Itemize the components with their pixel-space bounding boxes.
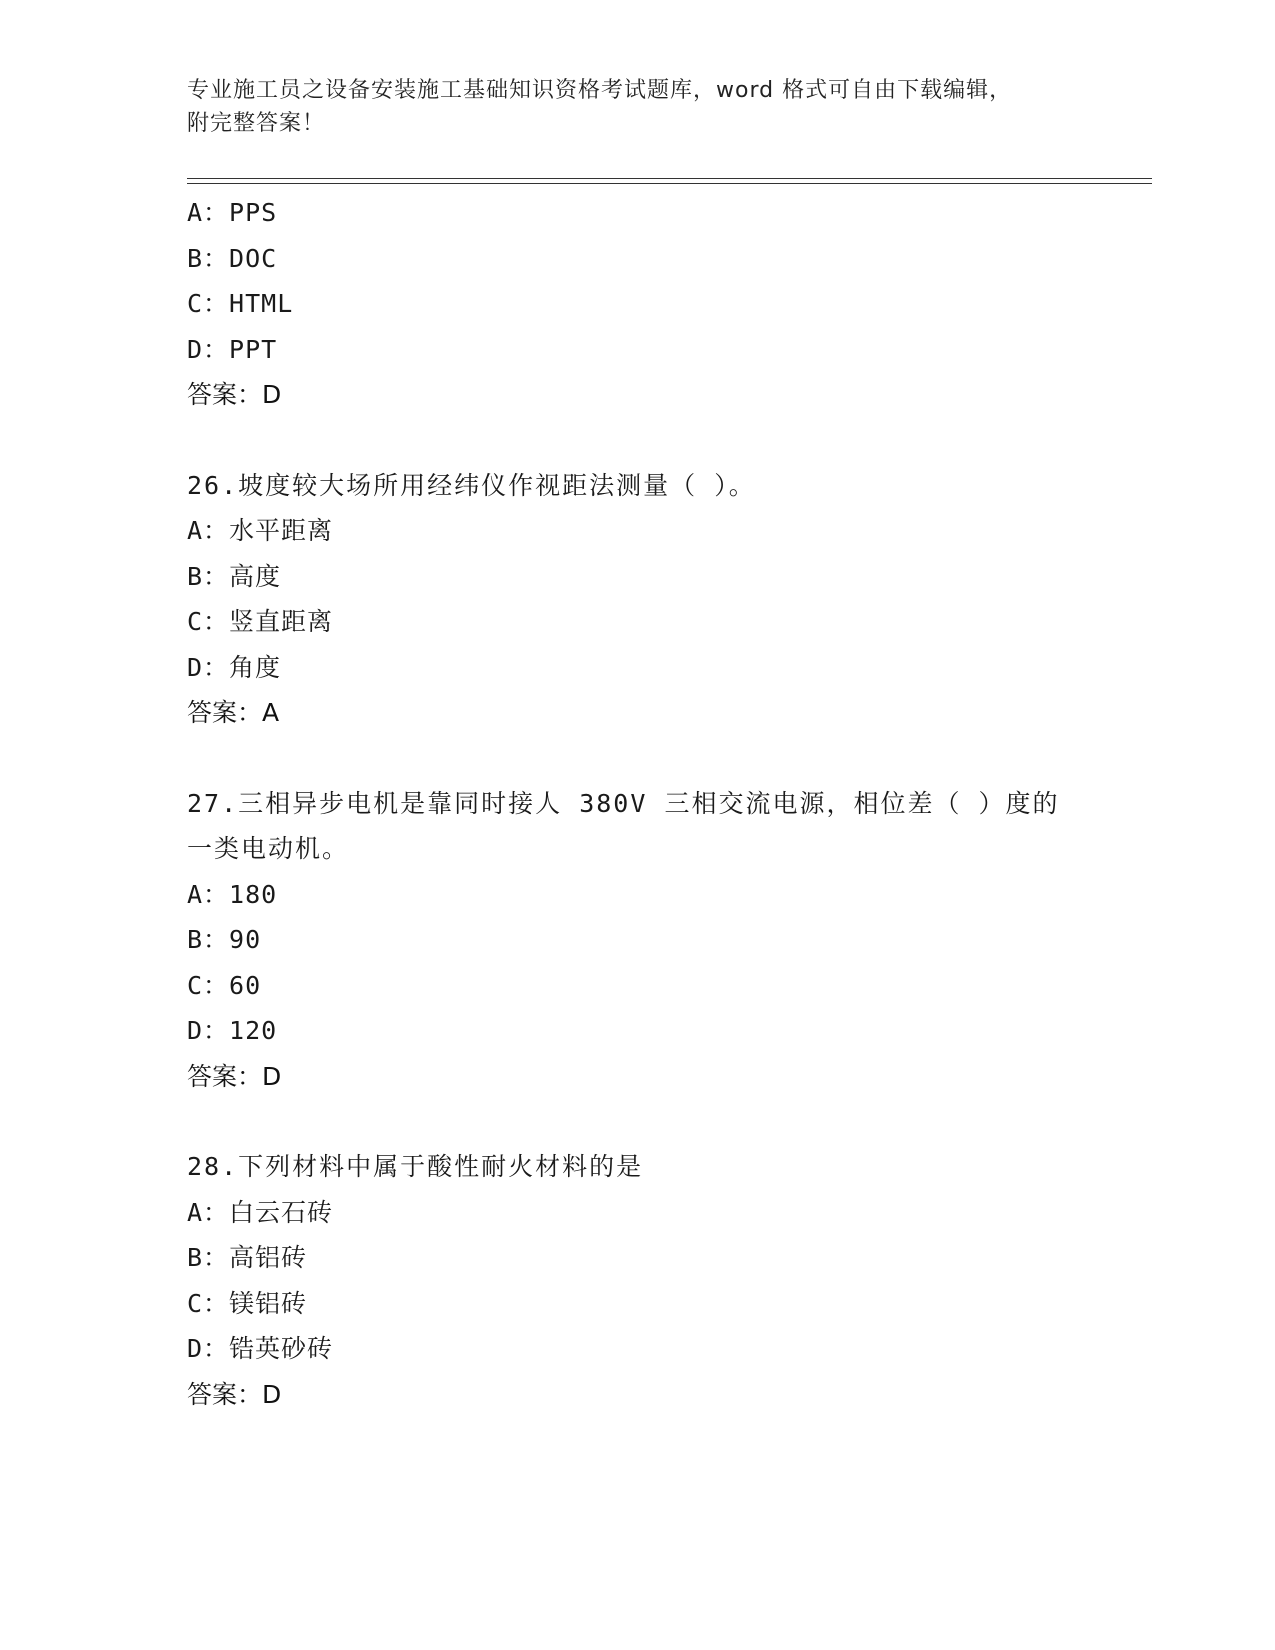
question-list bbox=[187, 190, 1087, 1417]
question-25 bbox=[187, 190, 1087, 418]
option-a: A：白云石砖 bbox=[187, 1197, 334, 1227]
question-text-line-1: 27.三相异步电机是靠同时接人 380V 三相交流电源，相位差（ ）度的 bbox=[187, 788, 1060, 818]
header-line-1: 专业施工员之设备安装施工基础知识资格考试题库，word 格式可自由下载编辑， bbox=[187, 78, 1013, 103]
option-a: A：PPS bbox=[187, 198, 278, 227]
question-26 bbox=[187, 463, 1087, 736]
option-b: B：高铝砖 bbox=[187, 1243, 308, 1272]
header-line-2: 附完整答案！ bbox=[187, 111, 326, 136]
spacer bbox=[187, 418, 1087, 463]
option-c: C：竖直距离 bbox=[187, 607, 334, 636]
option-c: C：60 bbox=[187, 970, 262, 1000]
option-b: B：DOC bbox=[187, 243, 278, 273]
option-c: C：镁铝砖 bbox=[187, 1288, 308, 1318]
document-header bbox=[187, 74, 1067, 140]
option-a: A：水平距离 bbox=[187, 516, 334, 545]
answer: 答案：D bbox=[187, 1379, 282, 1409]
question-28 bbox=[187, 1144, 1087, 1417]
spacer bbox=[187, 1099, 1087, 1144]
question-text: 28.下列材料中属于酸性耐火材料的是 bbox=[187, 1152, 644, 1181]
answer: 答案：D bbox=[187, 1061, 282, 1091]
option-d: D：PPT bbox=[187, 334, 278, 364]
option-d: D：角度 bbox=[187, 652, 282, 682]
spacer bbox=[187, 736, 1087, 781]
answer: 答案：A bbox=[187, 698, 280, 727]
question-text-line-2: 一类电动机。 bbox=[187, 834, 350, 863]
option-b: B：90 bbox=[187, 925, 262, 954]
answer: 答案：D bbox=[187, 380, 282, 409]
question-27 bbox=[187, 781, 1087, 1100]
option-a: A：180 bbox=[187, 879, 278, 909]
option-c: C：HTML bbox=[187, 289, 294, 318]
option-d: D：120 bbox=[187, 1016, 278, 1045]
question-text: 26.坡度较大场所用经纬仪作视距法测量（ ）。 bbox=[187, 470, 756, 500]
header-rule-bottom bbox=[187, 183, 1152, 184]
header-rule-top bbox=[187, 178, 1152, 179]
option-b: B：高度 bbox=[187, 561, 282, 591]
option-d: D：锆英砂砖 bbox=[187, 1334, 334, 1363]
